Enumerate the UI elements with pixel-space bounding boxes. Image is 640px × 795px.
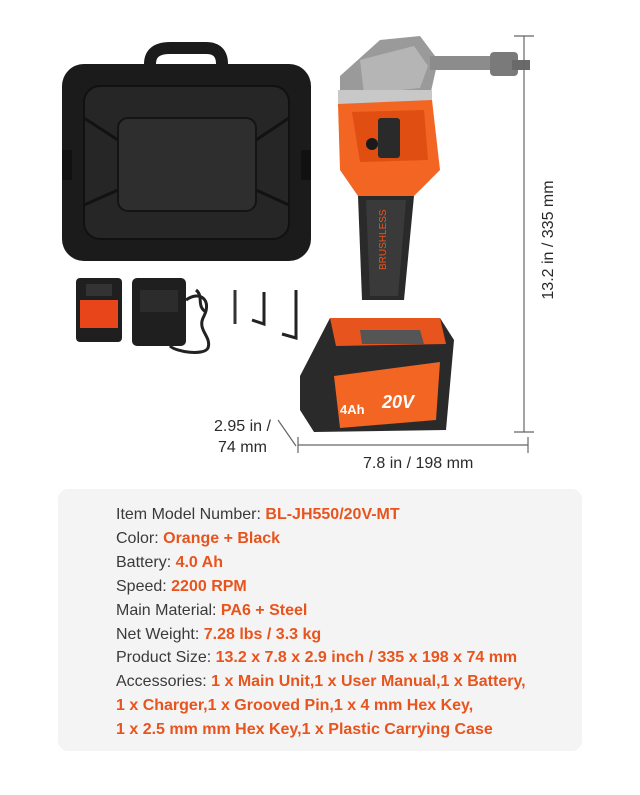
spec-label: Product Size: bbox=[116, 649, 216, 667]
spec-row-battery bbox=[116, 551, 576, 575]
spec-row-accessories-cont bbox=[116, 718, 576, 742]
battery-volt-label: 20V bbox=[382, 392, 415, 412]
spec-label: Net Weight: bbox=[116, 625, 204, 643]
spec-label: Battery: bbox=[116, 553, 176, 571]
spec-list bbox=[116, 503, 576, 742]
tool-body bbox=[338, 100, 440, 300]
spec-label: Color: bbox=[116, 529, 164, 547]
tool-battery bbox=[300, 318, 454, 432]
nibbler-head bbox=[338, 36, 530, 104]
width-dimension-label: 7.8 in / 198 mm bbox=[363, 455, 474, 472]
spec-row-material bbox=[116, 599, 576, 623]
height-dimension-label: 13.2 in / 335 mm bbox=[540, 180, 557, 300]
depth-dimension-inches: 2.95 in / bbox=[214, 418, 271, 435]
spec-value: 4.0 Ah bbox=[175, 553, 223, 571]
height-dimension bbox=[537, 140, 561, 340]
spec-value: PA6 + Steel bbox=[220, 601, 308, 619]
carrying-case bbox=[62, 48, 311, 261]
spec-label: Main Material: bbox=[116, 601, 221, 619]
battery-ah-label: 4Ah bbox=[340, 402, 365, 417]
spec-value: 1 x 2.5 mm mm Hex Key,1 x Plastic Carrying Case bbox=[116, 721, 493, 739]
depth-dimension bbox=[214, 416, 271, 458]
spec-label: Speed: bbox=[116, 577, 172, 595]
spec-row-weight bbox=[116, 623, 576, 647]
spec-value: Orange + Black bbox=[163, 529, 281, 547]
spare-battery bbox=[76, 278, 122, 342]
small-accessories bbox=[235, 290, 296, 338]
spec-value: BL-JH550/20V-MT bbox=[265, 506, 400, 523]
spec-value: 2200 RPM bbox=[171, 577, 247, 595]
charger bbox=[132, 278, 209, 352]
spec-row-accessories-cont bbox=[116, 694, 576, 718]
spec-row-model bbox=[116, 503, 576, 527]
spec-row-color bbox=[116, 527, 576, 551]
spec-value: 1 x Main Unit,1 x User Manual,1 x Battery, bbox=[211, 673, 526, 691]
spec-label: Item Model Number: bbox=[116, 506, 266, 523]
depth-dimension-mm: 74 mm bbox=[218, 439, 267, 456]
spec-value: 1 x Charger,1 x Grooved Pin,1 x 4 mm Hex Key, bbox=[116, 697, 474, 715]
spec-row-speed bbox=[116, 575, 576, 599]
spec-value: 13.2 x 7.8 x 2.9 inch / 335 x 198 x 74 mm bbox=[215, 649, 518, 667]
spec-row-accessories bbox=[116, 670, 576, 694]
spec-panel bbox=[58, 489, 582, 751]
handle-label: BRUSHLESS bbox=[378, 209, 389, 270]
spec-row-size bbox=[116, 646, 576, 670]
spec-label: Accessories: bbox=[116, 673, 212, 691]
spec-value: 7.28 lbs / 3.3 kg bbox=[203, 625, 322, 643]
